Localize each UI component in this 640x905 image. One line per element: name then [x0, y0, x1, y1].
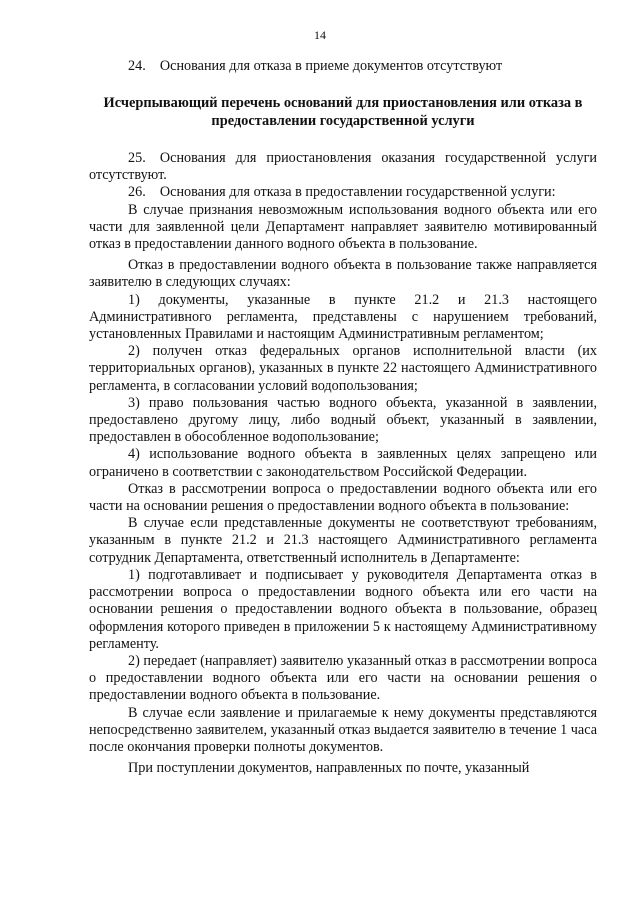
paragraph: Отказ в предоставлении водного объекта в пользование также направляется заявителю в следующих случаях:	[89, 257, 597, 291]
list-item: 1) подготавливает и подписывает у руководителя Департамента отказ в рассмотрении вопроса о предоставлении водного объекта или его части на основании решения о предоставлении водного объекта в пользование, образец оформления которого приведен в приложении 5 к настоящему Административному регламенту.	[89, 566, 597, 652]
paragraph: В случае если представленные документы не соответствуют требованиям, указанным в пункте 21.2 и 21.3 настоящего Административного регламента сотрудник Департамента, ответственный исполнитель в Департаменте:	[89, 515, 597, 566]
paragraph: Отказ в рассмотрении вопроса о предоставлении водного объекта или его части на основании решения о предоставлении водного объекта в пользование:	[89, 480, 597, 515]
paragraph-24: 24. Основания для отказа в приеме документов отсутствуют	[128, 58, 503, 74]
list-item: 4) использование водного объекта в заявленных целях запрещено или ограничено в соответствии с законодательством Российской Федерации.	[89, 446, 597, 480]
list-item: 2) получен отказ федеральных органов исполнительной власти (их территориальных органов), указанных в пункте 22 настоящего Административного регламента, в согласовании условий водопользования;	[89, 343, 597, 394]
paragraph: При поступлении документов, направленных по почте, указанный	[128, 760, 530, 777]
paragraph: В случае если заявление и прилагаемые к нему документы представляются непосредственно заявителем, указанный отказ выдается заявителю в течение 1 часа после окончания проверки полноты документов.	[89, 704, 597, 755]
page-number: 14	[314, 28, 326, 42]
list-item: 1) документы, указанные в пункте 21.2 и 21.3 настоящего Административного регламента, представлены с нарушением требований, установленных Правилами и настоящим Административным регламентом;	[89, 291, 597, 343]
list-item: 3) право пользования частью водного объекта, указанной в заявлении, предоставлено другому лицу, либо водный объект, указанный в заявлении, предоставлен в обособленное водопользование;	[89, 394, 597, 446]
paragraph: 26. Основания для отказа в предоставлении государственной услуги:	[128, 184, 556, 201]
section-heading: Исчерпывающий перечень оснований для приостановления или отказа в предоставлении государственной услуги	[103, 95, 583, 129]
document-body	[89, 58, 597, 777]
paragraph: В случае признания невозможным использования водного объекта или его части для заявленной цели Департамент направляет заявителю мотивированный отказ в предоставлении данного водного объекта в пользование.	[89, 201, 597, 253]
paragraph: 25. Основания для приостановления оказания государственной услуги отсутствуют.	[89, 150, 597, 184]
list-item: 2) передает (направляет) заявителю указанный отказ в рассмотрении вопроса о предоставлении водного объекта или его части на основании решения о предоставлении водного объекта в пользование.	[89, 652, 597, 704]
